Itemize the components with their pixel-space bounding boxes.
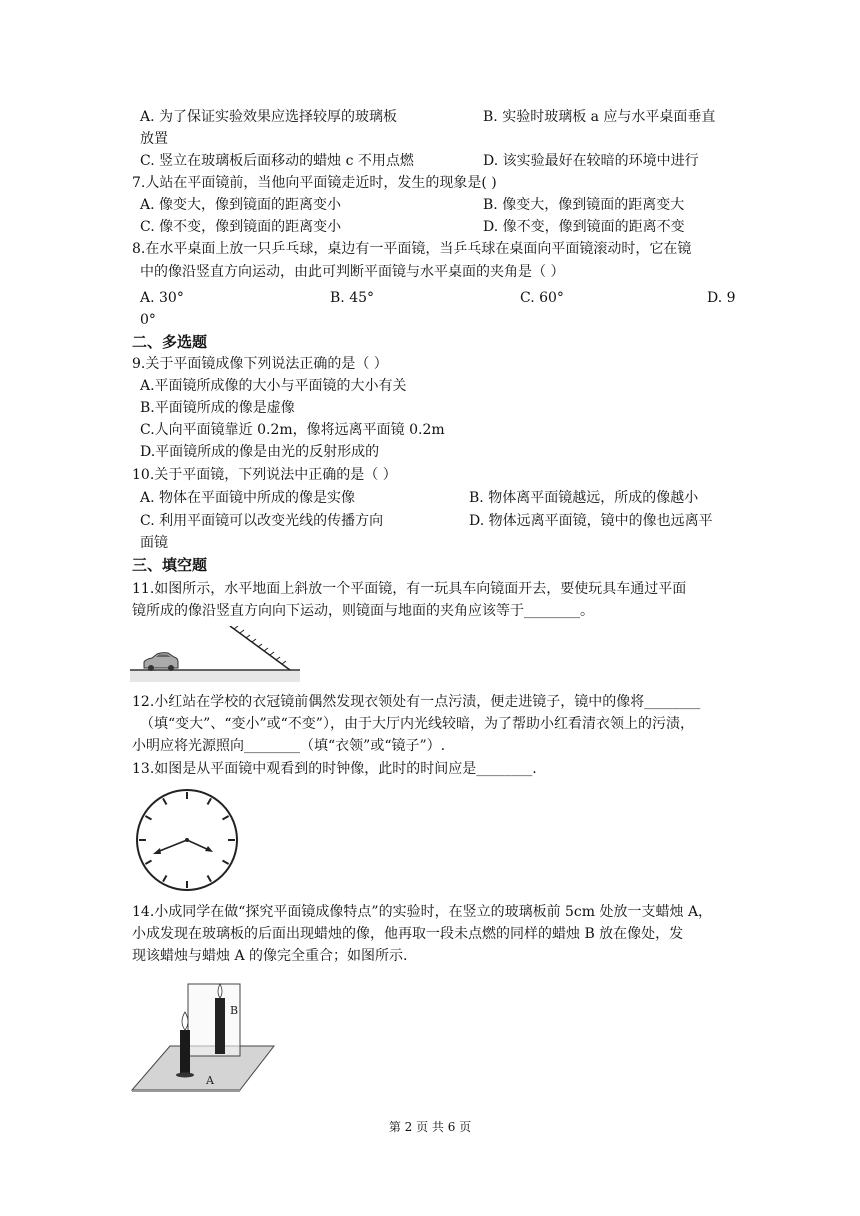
q8-stem-line2: 中的像沿竖直方向运动，由此可判断平面镜与水平桌面的夹角是（ ） [140,264,565,280]
q8-option-b: B. 45° [330,290,375,306]
q6-option-b: B. 实验时玻璃板 a 应与水平桌面垂直 [483,109,716,125]
toy-car-icon [144,653,178,671]
q9-option-a: A.平面镜所成像的大小与平面镜的大小有关 [140,378,407,394]
q14-line2: 小成发现在玻璃板的后面出现蜡烛的像，他再取一段未点燃的同样的蜡烛 B 放在像处，发 [132,926,684,942]
q9-option-c: C.人向平面镜靠近 0.2m，像将远离平面镜 0.2m [140,422,445,438]
q7-stem: 7.人站在平面镜前，当他向平面镜走近时，发生的现象是( ) [132,175,497,191]
mirror-car-figure [130,626,300,682]
q8-option-c: C. 60° [520,290,564,306]
q13-line1: 13.如图是从平面镜中观看到的时钟像，此时的时间应是________. [132,761,537,777]
q10-stem: 10.关于平面镜，下列说法中正确的是（ ） [132,467,397,483]
q12-line1: 12.小红站在学校的衣冠镜前偶然发现衣领处有一点污渍，便走进镜子，镜中的像将________ [132,694,701,710]
q6-option-c: C. 竖立在玻璃板后面移动的蜡烛 c 不用点燃 [140,153,414,169]
q8-option-a: A. 30° [140,290,184,306]
section-heading-fill-in: 三、填空题 [132,556,208,574]
candle-experiment-figure [130,974,276,1092]
ground-shading [130,670,300,682]
q10-option-a: A. 物体在平面镜中所成的像是实像 [140,490,356,506]
inclined-mirror [230,626,290,670]
q14-line1: 14.小成同学在做“探究平面镜成像特点”的实验时，在竖立的玻璃板前 5cm 处放一支蜡烛 A， [132,904,713,920]
q9-option-b: B.平面镜所成的像是虚像 [140,400,295,416]
q7-option-d: D. 像不变，像到镜面的距离不变 [483,219,685,235]
q14-line3: 现该蜡烛与蜡烛 A 的像完全重合；如图所示. [132,948,408,964]
q10-option-b: B. 物体离平面镜越远，所成的像越小 [469,490,699,506]
candle-b-label: B [230,1004,239,1017]
glass-plate [188,984,240,1056]
q8-option-d: D. 9 [707,290,736,306]
q12-line2: （填“变大”、“变小”或“不变”），由于大厅内光线较暗，为了帮助小红看清衣领上的污渍， [140,716,694,732]
q6-option-b-cont: 放置 [140,131,168,147]
section-heading-multiple-choice: 二、多选题 [132,333,208,351]
q11-line2: 镜所成的像沿竖直方向向下运动，则镜面与地面的夹角应该等于________。 [132,603,594,619]
q9-option-d: D.平面镜所成的像是由光的反射形成的 [140,444,380,460]
q7-option-a: A. 像变大，像到镜面的距离变小 [140,197,342,213]
q8-stem-line1: 8.在水平桌面上放一只乒乓球，桌边有一平面镜，当乒乓球在桌面向平面镜滚动时，它在镜 [132,241,692,257]
q11-line1: 11.如图所示，水平地面上斜放一个平面镜，有一玩具车向镜面开去，要使玩具车通过平面 [132,581,687,597]
q7-option-c: C. 像不变，像到镜面的距离变小 [140,219,342,235]
clock-hand-left [153,840,187,854]
page-footer: 第 2 页 共 6 页 [388,1120,472,1134]
mirror-clock-figure [133,788,241,894]
q6-option-d: D. 该实验最好在较暗的环境中进行 [483,153,699,169]
q8-option-d-cont: 0° [140,312,156,328]
q7-option-b: B. 像变大，像到镜面的距离变大 [483,197,685,213]
clock-hand-right [187,840,213,852]
q10-option-c: C. 利用平面镜可以改变光线的传播方向 [140,513,384,529]
candle-a-label: A [206,1074,214,1087]
q10-option-d: D. 物体远离平面镜，镜中的像也远离平 [469,513,713,529]
q9-stem: 9.关于平面镜成像下列说法正确的是（ ） [132,356,388,372]
q10-option-d-cont: 面镜 [140,535,168,551]
q6-option-a: A. 为了保证实验效果应选择较厚的玻璃板 [140,109,398,125]
q12-line3: 小明应将光源照向________（填“衣领”或“镜子”）. [132,738,446,754]
clock-center [185,838,189,842]
